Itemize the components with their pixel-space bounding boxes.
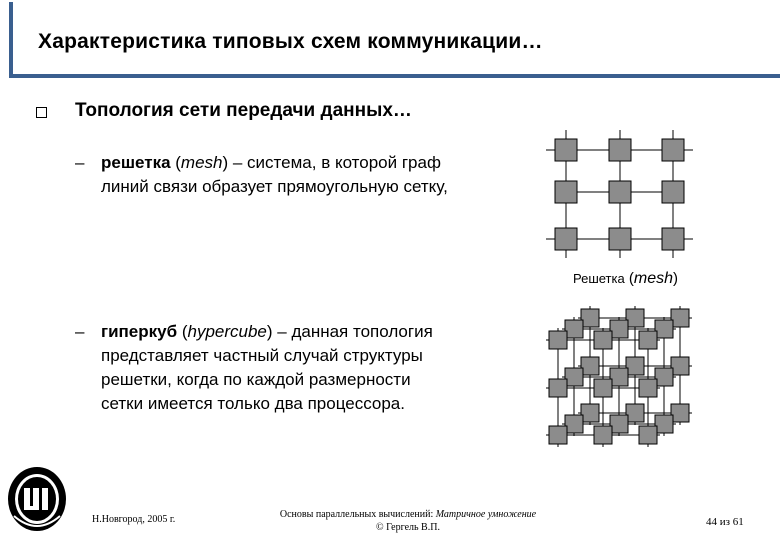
hypercube-node [594, 426, 612, 444]
mesh-line2: линий связи образует прямоугольную сетку, [101, 177, 448, 196]
hypercube-term: гиперкуб [101, 322, 178, 341]
hypercube-line3: решетки, когда по каждой размерности [101, 370, 411, 389]
hypercube-node [639, 379, 657, 397]
paren: ( [624, 270, 634, 287]
footer-topic: Матричное умножение [435, 509, 537, 520]
hypercube-line4: сетки имеется только два процессора. [101, 394, 405, 413]
hypercube-node [581, 404, 599, 422]
university-logo-icon [6, 466, 68, 532]
hypercube-line2: представляет частный случай структуры [101, 346, 423, 365]
hypercube-node [610, 320, 628, 338]
paren: ( [177, 322, 188, 341]
hypercube-node [565, 320, 583, 338]
paren: ) [673, 270, 679, 287]
hypercube-node [626, 357, 644, 375]
hypercube-node [610, 415, 628, 433]
caption-en: mesh [633, 270, 674, 287]
dash-marker: – [75, 153, 85, 172]
hypercube-node [565, 368, 583, 386]
hypercube-node [594, 379, 612, 397]
hypercube-node [549, 379, 567, 397]
page-counter: 44 из 61 [706, 516, 744, 528]
hypercube-node [655, 320, 673, 338]
hypercube-node [549, 426, 567, 444]
hypercube-node [549, 331, 567, 349]
mesh-term: решетка [101, 153, 171, 172]
hypercube-node [581, 357, 599, 375]
hypercube-node [594, 331, 612, 349]
mesh-line1-rest: ) – система, в которой граф [222, 153, 441, 172]
footer-author: © Гергель В.П. [376, 522, 440, 533]
dash-marker: – [75, 322, 85, 341]
hypercube-node [671, 404, 689, 422]
hypercube-node [671, 309, 689, 327]
footer-course-name: Основы параллельных вычислений: [279, 509, 436, 520]
hypercube-node [655, 368, 673, 386]
hypercube-node [626, 309, 644, 327]
hypercube-node [639, 331, 657, 349]
hypercube-node [581, 309, 599, 327]
hypercube-node [626, 404, 644, 422]
hypercube-node [565, 415, 583, 433]
mesh-term-en: mesh [180, 153, 223, 172]
hypercube-node [610, 368, 628, 386]
hypercube-line1-rest: ) – данная топология [266, 322, 433, 341]
footer-course [258, 508, 558, 534]
caption-ru: Решетка [573, 271, 625, 286]
hypercube-term-en: hypercube [187, 322, 267, 341]
footer-location-date: Н.Новгород, 2005 г. [92, 514, 176, 525]
hypercube-node [671, 357, 689, 375]
slide-title: Характеристика типовых схем коммуникации… [38, 30, 543, 53]
hypercube-node [655, 415, 673, 433]
hypercube-node [639, 426, 657, 444]
bullet-heading: Топология сети передачи данных… [75, 100, 412, 121]
paren: ( [170, 153, 181, 172]
